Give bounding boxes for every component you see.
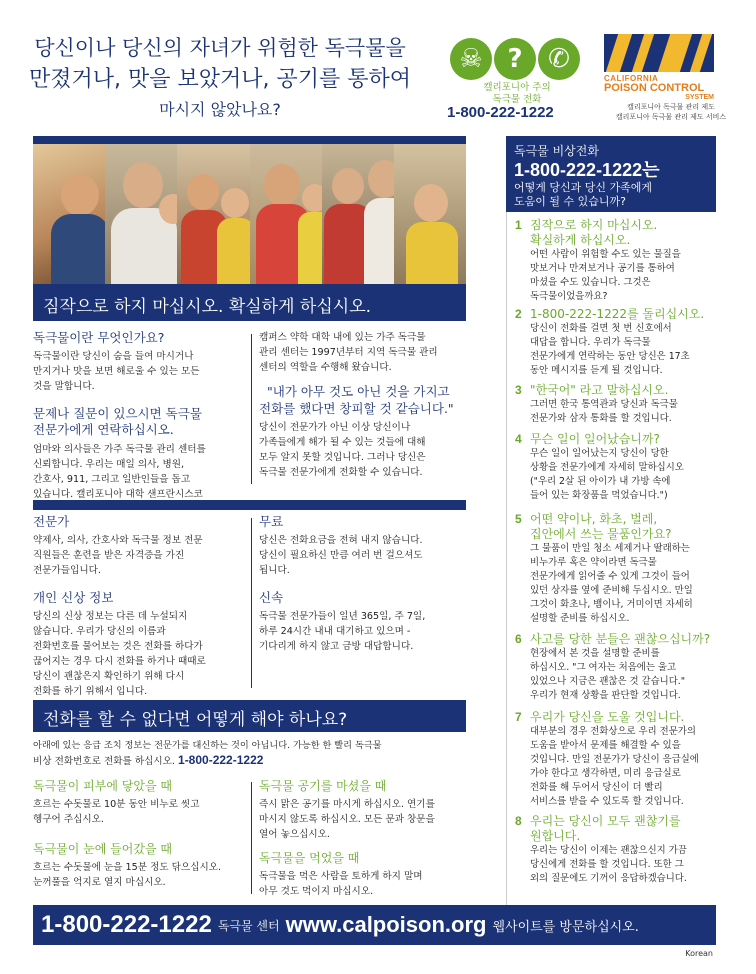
fast-body-line: 독극물 전문가들이 일년 365일, 주 7일,: [259, 611, 426, 622]
divider: [251, 518, 252, 688]
fast-title: 신속: [259, 590, 284, 605]
step-heading: 원합니다.: [530, 829, 581, 843]
eye-body-line: 눈꺼풀을 억지로 열지 마십시오.: [33, 877, 166, 888]
photo-grandfather: [105, 144, 177, 284]
air-body: [259, 797, 474, 842]
step-body-line: 대답을 합니다. 우리가 독극물: [530, 337, 651, 348]
experts-title: 전문가: [33, 514, 70, 529]
language-label: Korean: [685, 949, 713, 958]
step-body-line: 도움을 받아서 문제를 해결할 수 있을: [530, 740, 681, 751]
logo-sub-2: 캘리포니아 독극물 관리 제도 서비스: [615, 113, 727, 121]
footer-center: 독극물 센터: [217, 918, 280, 933]
step-heading: 확실하게 하십시오.: [530, 233, 631, 247]
section-divider-bar: [33, 500, 466, 510]
free-body: [259, 533, 469, 578]
step-item: [515, 307, 720, 378]
step-body-line: 외의 질문에도 기꺼이 응답하겠습니다.: [530, 873, 687, 884]
step-item: [515, 383, 720, 426]
what-body-line: 것을 말합니다.: [33, 381, 95, 392]
photo-mother-phone: [250, 144, 322, 284]
what-if-cannot-call-banner: 전화를 할 수 없다면 어떻게 해야 하나요?: [33, 700, 466, 732]
hotline-question-1: 어떻게 당신과 당신 가족에게: [514, 181, 653, 194]
call-title-line: 전문가에게 연락하십시오.: [33, 422, 174, 437]
privacy-body: [33, 609, 248, 699]
logo-graphic: [604, 34, 714, 72]
divider: [251, 334, 252, 484]
photo-child: [33, 144, 105, 284]
quote-body-line: 독극물 전문가에게 전화할 수 있습니다.: [259, 467, 423, 478]
step-body-line: 맛보거나 만져보거나 공기를 통하여: [530, 263, 675, 274]
skin-body-line: 헹구어 주십시오.: [33, 814, 104, 825]
free-body-line: 됩니다.: [259, 565, 290, 576]
eat-body-line: 아무 것도 먹이지 마십시오.: [259, 886, 374, 897]
step-body-line: ("우리 2살 된 아이가 내 가방 속에: [530, 476, 671, 487]
photo-family: [177, 144, 249, 284]
call-body-line: 신뢰합니다. 우리는 매일 의사, 병원,: [33, 459, 185, 470]
call-body-line: 있습니다. 캘리포니아 대학 샌프란시스코: [33, 489, 203, 500]
step-body-line: 상황을 전문가에게 자세히 말하십시오: [530, 462, 684, 473]
step-heading: 집안에서 쓰는 물품인가요?: [530, 527, 672, 541]
cpcs-logo: [604, 34, 714, 102]
quote-body-line: 당신이 전문가가 아닌 이상 당신이나: [259, 422, 411, 433]
eat-title: 독극물을 먹었을 때: [259, 851, 360, 865]
left-col-4: [259, 514, 469, 654]
step-number: 2: [515, 307, 522, 321]
headline-line-3: 마시지 않았나요?: [159, 100, 281, 119]
step-heading: 짐작으로 하지 마십시오.: [530, 218, 658, 232]
logo-text-1: CALIFORNIA: [604, 74, 659, 83]
left-col-1: [33, 330, 243, 502]
step-item: [515, 512, 720, 626]
skull-icon: ☠: [450, 38, 492, 80]
eye-title: 독극물이 눈에 들어갔을 때: [33, 842, 172, 856]
call-expert-title: [33, 406, 243, 438]
step-body-line: 가야 한다고 생각하면, 미리 응급실로: [530, 768, 681, 779]
footer-url[interactable]: www.calpoison.org: [285, 912, 487, 937]
step-body-line: 있었으나 지금은 괜찮은 것 같습니다.": [530, 676, 686, 687]
eye-body: [33, 860, 248, 890]
step-body-line: 전문가와 삼자 통화를 할 것입니다.: [530, 413, 672, 424]
headline-line-1: 당신이나 당신의 자녀가 위험한 독극물을: [34, 36, 406, 60]
logo-sub-1: 캘리포니아 독극물 관리 제도: [627, 103, 715, 111]
air-body-line: 마시지 않도록 하십시오. 모든 문과 창문을: [259, 814, 435, 825]
call-body-line: 엄마와 의사들은 가주 독극물 관리 센터를: [33, 444, 206, 455]
quote-line: 전화를 했다면 창피할 것 같습니다.": [259, 401, 454, 416]
first-aid-intro: [33, 738, 473, 769]
call-body-line: 간호사, 911, 그리고 일반인들을 돕고: [33, 474, 191, 485]
step-body-line: 독극물이었을까요?: [530, 291, 608, 302]
step-item: [515, 632, 720, 703]
step-body-line: 어떤 사람이 위험할 수도 있는 물질을: [530, 249, 681, 260]
step-body-line: 우리는 당신이 이제는 괜찮으신지 가끔: [530, 845, 687, 856]
free-body-line: 당신이 필요하신 만큼 여러 번 걸으셔도: [259, 550, 423, 561]
step-body-line: 비누가루 혹은 약이라면 독극물: [530, 557, 657, 568]
step-body-line: 하십시오. "그 여자는 처음에는 울고: [530, 662, 677, 673]
cont-body-line: 센터의 역할을 수행해 왔습니다.: [259, 362, 392, 373]
experts-body-line: 직원들은 훈련을 받은 자격증을 가진: [33, 550, 185, 561]
step-body-line: 전문가에게 연락하는 동안 당신은 17초: [530, 351, 690, 362]
experts-body-line: 전문가들입니다.: [33, 565, 101, 576]
step-item: [515, 218, 720, 304]
step-body-line: 전문가에게 읽어줄 수 있게 그것이 들어: [530, 571, 690, 582]
left-col-2: [259, 330, 469, 480]
photo-top-bar: [33, 136, 466, 144]
family-photos: [33, 144, 466, 284]
skin-body-line: 흐르는 수돗물로 10분 동안 비누로 씻고: [33, 799, 200, 810]
step-heading: 사고를 당한 분들은 괜찮으십니까?: [530, 632, 711, 646]
fast-body-line: 기다리게 하지 않고 금방 대답합니다.: [259, 641, 414, 652]
quote-body-line: 모두 알지 못할 것입니다. 그러나 당신은: [259, 452, 426, 463]
intro-text: 비상 전화번호로 전화를 하십시오.: [33, 756, 175, 767]
main-banner: 짐작으로 하지 마십시오. 확실하게 하십시오.: [33, 284, 466, 321]
step-body-line: 있던 상자를 옆에 준비해 두십시오. 만일: [530, 585, 693, 596]
free-title: 무료: [259, 514, 284, 529]
step-body-line: 당신이 전화를 걸면 첫 번 신호에서: [530, 323, 672, 334]
hotline-phone: 1-800-222-1222는: [514, 160, 660, 180]
poison-caption-1: 캘리포니아 주의: [483, 82, 551, 93]
step-body-line: 당신에게 전화를 할 것입니다. 또한 그: [530, 859, 684, 870]
step-body-line: 그것이 화초나, 뱀이나, 거미이면 자세히: [530, 599, 693, 610]
step-body-line: 우리가 현재 상황을 판단할 것입니다.: [530, 690, 681, 701]
intro-line-1: 아래에 있는 응급 조치 정보는 전문가를 대신하는 것이 아닙니다. 가능한 한 빨리 독극물: [33, 740, 382, 751]
hotline-icons: [450, 38, 580, 80]
photo-toddler: [394, 144, 466, 284]
what-body-line: 만지거나 맛을 보면 해로울 수 있는 모든: [33, 366, 200, 377]
step-item: [515, 710, 720, 809]
poison-caption: [462, 82, 572, 106]
hotline-question-2: 도움이 될 수 있습니까?: [514, 195, 626, 208]
phone-icon: ✆: [538, 38, 580, 80]
step-heading: 우리는 당신이 모두 괜찮기를: [530, 814, 681, 828]
intro-line-2: [33, 753, 473, 769]
call-expert-body: [33, 442, 243, 502]
step-body-line: 그러면 한국 통역관과 당신과 독극물: [530, 399, 678, 410]
header-phone: 1-800-222-1222: [447, 104, 554, 121]
privacy-body-line: 당신의 신상 정보는 다른 데 누설되지: [33, 611, 188, 622]
hotline-label: 독극물 비상전화: [514, 144, 599, 158]
logo-text-3: SYSTEM: [685, 94, 714, 101]
what-is-poison-body: [33, 349, 243, 394]
logo-text-2: POISON CONTROL: [604, 82, 705, 94]
footer-visit: 웹사이트를 방문하십시오.: [492, 919, 639, 935]
step-body-line: 대부분의 경우 전화상으로 우리 전문가의: [530, 726, 696, 737]
step-body-line: 무슨 일이 일어났는지 당신이 당한: [530, 448, 669, 459]
what-is-poison-title: 독극물이란 무엇인가요?: [33, 330, 165, 345]
step-heading: 우리가 당신을 도울 것입니다.: [530, 710, 685, 724]
step-body-line: 것입니다. 만일 전문가가 당신이 응급실에: [530, 754, 699, 765]
first-aid-col-2: [259, 778, 474, 899]
step-number: 6: [515, 632, 522, 646]
skin-body: [33, 797, 248, 827]
step-number: 1: [515, 218, 522, 232]
first-aid-col-1: [33, 778, 248, 890]
step-heading: "한국어" 라고 말하십시오.: [530, 383, 669, 397]
quote-heading: [259, 383, 469, 417]
step-number: 7: [515, 710, 522, 724]
fast-body: [259, 609, 469, 654]
question-icon: ?: [494, 38, 536, 80]
experts-body: [33, 533, 248, 578]
step-heading: 어떤 약이나, 화초, 벌레,: [530, 512, 658, 526]
cont-body-line: 캠퍼스 약학 대학 내에 있는 가주 독극물: [259, 332, 426, 343]
call-title-line: 문제나 질문이 있으시면 독극물: [33, 406, 202, 421]
privacy-body-line: 끊어지는 경우 다시 전화를 하거나 때때로: [33, 656, 206, 667]
step-body-line: 들어 있는 화장품을 먹었습니다."): [530, 490, 668, 501]
step-body-line: 설명할 준비를 하십시오.: [530, 613, 630, 624]
what-body-line: 독극물이란 당신이 숨을 들여 마시거나: [33, 351, 194, 362]
quote-body: [259, 420, 469, 480]
eye-body-line: 흐르는 수돗물에 눈을 15분 정도 닦으십시오.: [33, 862, 222, 873]
privacy-body-line: 않습니다. 우리가 당신의 이름과: [33, 626, 166, 637]
privacy-title: 개인 신상 정보: [33, 590, 114, 605]
experts-body-line: 약제사, 의사, 간호사와 독극물 정보 전문: [33, 535, 203, 546]
left-col-3: [33, 514, 248, 699]
footer-bar: [33, 905, 716, 945]
privacy-body-line: 전화를 하기 위해서 입니다.: [33, 686, 148, 697]
headline-line-2: 만졌거나, 맛을 보았거나, 공기를 통하여: [29, 67, 411, 92]
eat-body: [259, 869, 474, 899]
step-number: 4: [515, 432, 522, 446]
logo-subtitle: [606, 102, 736, 122]
skin-title: 독극물이 피부에 닿았을 때: [33, 779, 172, 793]
step-heading: 1-800-222-1222를 돌리십시오.: [530, 307, 705, 321]
hotline-box: [506, 136, 716, 212]
step-number: 5: [515, 512, 522, 526]
air-title: 독극물 공기를 마셨을 때: [259, 779, 387, 793]
privacy-body-line: 당신이 괜찮은지 확인하기 위해 다시: [33, 671, 185, 682]
air-body-line: 즉시 맑은 공기를 마시게 하십시오. 연기를: [259, 799, 435, 810]
free-body-line: 당신은 전화요금을 전혀 내지 않습니다.: [259, 535, 423, 546]
divider: [251, 782, 252, 894]
quote-line: "내가 아무 것도 아닌 것을 가지고: [267, 384, 450, 399]
continuation-body: [259, 330, 469, 375]
fast-body-line: 하루 24시간 내내 대기하고 있으며 -: [259, 626, 411, 637]
step-body-line: 그 물품이 만일 청소 세제거나 딸래하는: [530, 543, 690, 554]
photo-grandparents: [322, 144, 394, 284]
footer-phone: 1-800-222-1222: [41, 911, 212, 938]
step-number: 8: [515, 814, 522, 828]
privacy-body-line: 전화번호를 물어보는 것은 전화를 하다가: [33, 641, 203, 652]
intro-phone: 1-800-222-1222: [178, 753, 264, 767]
eat-body-line: 독극물을 먹은 사람을 토하게 하지 말며: [259, 871, 423, 882]
step-body-line: 동안 메시지를 듣게 될 것입니다.: [530, 365, 663, 376]
step-body-line: 전화를 해 두어서 당신이 더 빨리: [530, 782, 663, 793]
step-number: 3: [515, 383, 522, 397]
air-body-line: 열어 놓으십시오.: [259, 829, 330, 840]
quote-body-line: 가족들에게 해가 될 수 있는 것들에 대해: [259, 437, 426, 448]
step-body-line: 서비스를 받을 수 있도록 할 것입니다.: [530, 796, 684, 807]
step-heading: 무슨 일이 일어났습니까?: [530, 432, 660, 446]
step-body-line: 마셨을 수도 있습니다. 그것은: [530, 277, 651, 288]
step-body-line: 현장에서 본 것을 설명할 준비를: [530, 648, 660, 659]
step-item: [515, 432, 720, 503]
poison-caption-2: 독극물 전화: [492, 94, 542, 105]
cont-body-line: 관리 센터는 1997년부터 지역 독극물 관리: [259, 347, 438, 358]
step-item: [515, 814, 720, 886]
